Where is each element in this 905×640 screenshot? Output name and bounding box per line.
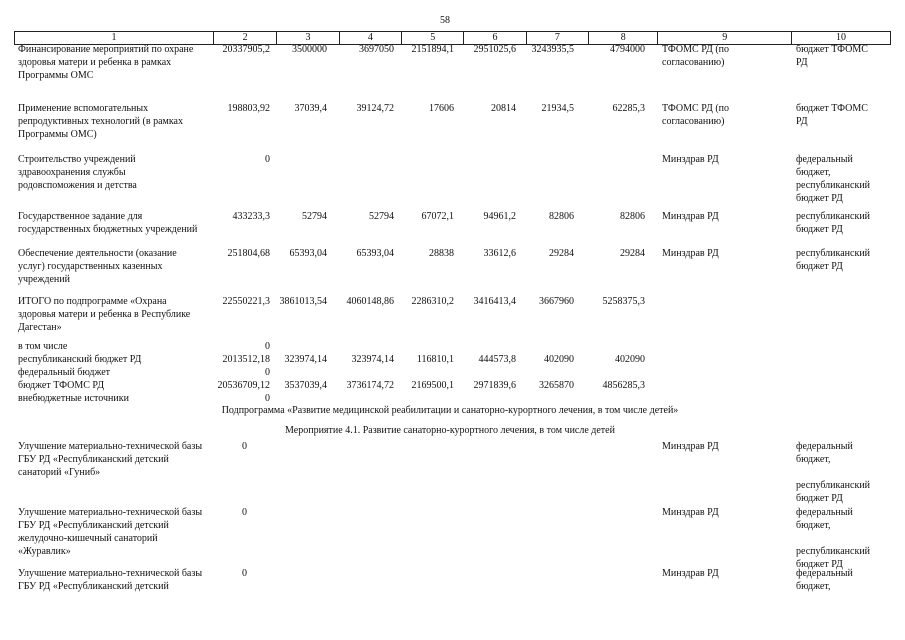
col-header-8: 8 — [589, 32, 658, 44]
row-value-col-7: 21934,5 — [541, 103, 574, 114]
row-value-col-3: 3861013,54 — [279, 296, 327, 307]
row-name: ИТОГО по подпрограмме «Охрана здоровья матери и ребенка в Республике Дагестан» — [18, 296, 191, 333]
col-header-10: 10 — [836, 32, 846, 43]
row-value-col-6: 3416413,4 — [473, 296, 516, 307]
row-value-col-4: 3697050 — [359, 44, 394, 55]
row-funding-source: федеральный бюджет, республиканский бюджет РД — [796, 441, 871, 504]
row-value-col-4: 65393,04 — [356, 248, 394, 259]
row-value-col-3: 52794 — [302, 211, 327, 222]
row-value-col-5: 28838 — [429, 248, 454, 259]
row-funding-source: бюджет ТФОМС РД — [796, 44, 868, 68]
row-executor: Минздрав РД — [662, 248, 719, 259]
row-executor: Минздрав РД — [662, 568, 719, 579]
breakdown-col-8: 402090 4856285,3 — [602, 354, 645, 391]
row-name: Государственное задание для государственных бюджетных учреждений — [18, 211, 198, 235]
row-value-col-7: 29284 — [549, 248, 574, 259]
row-executor: ТФОМС РД (по согласованию) — [662, 103, 730, 127]
row-value-col-8: 62285,3 — [612, 103, 645, 114]
row-value-col-8: 29284 — [620, 248, 645, 259]
row-value-col-2: 0 — [242, 568, 247, 579]
row-value-col-5: 2151894,1 — [411, 44, 454, 55]
breakdown-col-3: 323974,14 3537039,4 — [284, 354, 327, 391]
row-value-col-4: 39124,72 — [356, 103, 394, 114]
breakdown-col-2: 0 2013512,18 0 20536709,12 0 — [217, 341, 270, 404]
row-value-col-6: 33612,6 — [483, 248, 516, 259]
col-header-2: 2 — [214, 32, 277, 44]
row-value-col-4: 4060148,86 — [346, 296, 394, 307]
row-value-col-5: 17606 — [429, 103, 454, 114]
row-funding-source: республиканский бюджет РД — [796, 211, 871, 235]
breakdown-labels: в том числе республиканский бюджет РД федеральный бюджет бюджет ТФОМС РД внебюджетные источники — [18, 341, 142, 404]
row-value-col-5: 67072,1 — [421, 211, 454, 222]
page-number: 58 — [440, 15, 450, 26]
col-header-6: 6 — [464, 32, 526, 44]
row-value-col-6: 2951025,6 — [473, 44, 516, 55]
row-value-col-5: 2286310,2 — [411, 296, 454, 307]
row-value-col-8: 4794000 — [610, 44, 645, 55]
row-value-col-6: 94961,2 — [483, 211, 516, 222]
row-name: Улучшение материально-технической базы ГБУ РД «Республиканский детский желудочно-кишечный санаторий «Журавлик» — [18, 507, 203, 557]
row-executor: Минздрав РД — [662, 154, 719, 165]
row-value-col-2: 0 — [242, 441, 247, 452]
row-name: Финансирование мероприятий по охране здоровья матери и ребенка в рамках Программы ОМС — [18, 44, 194, 81]
row-value-col-2: 251804,68 — [227, 248, 270, 259]
measure-title: Мероприятие 4.1. Развитие санаторно-курортного лечения, в том числе детей — [285, 425, 615, 436]
row-value-col-2: 20337905,2 — [222, 44, 270, 55]
breakdown-col-5: 116810,1 2169500,1 — [411, 354, 454, 391]
row-value-col-3: 37039,4 — [294, 103, 327, 114]
row-value-col-4: 52794 — [369, 211, 394, 222]
col-header-5: 5 — [402, 32, 464, 44]
subprogram-title: Подпрограмма «Развитие медицинской реабилитации и санаторно-курортного лечения, в том числе детей» — [221, 405, 679, 416]
row-funding-source: бюджет ТФОМС РД — [796, 103, 868, 127]
row-funding-source: республиканский бюджет РД — [796, 248, 871, 272]
row-value-col-8: 5258375,3 — [602, 296, 645, 307]
col-header-9: 9 — [658, 32, 792, 44]
col-header-1: 1 — [15, 32, 214, 44]
row-value-col-7: 3667960 — [539, 296, 574, 307]
row-name: Обеспечение деятельности (оказание услуг) государственных казенных учреждений — [18, 248, 177, 285]
row-funding-source: федеральный бюджет, — [796, 568, 853, 592]
row-executor: Минздрав РД — [662, 211, 719, 222]
row-funding-source: федеральный бюджет, республиканский бюджет РД — [796, 507, 871, 570]
row-funding-source: федеральный бюджет, республиканский бюджет РД — [796, 154, 871, 204]
breakdown-col-6: 444573,8 2971839,6 — [473, 354, 516, 391]
row-value-col-2: 198803,92 — [227, 103, 270, 114]
breakdown-col-7: 402090 3265870 — [539, 354, 574, 391]
breakdown-col-4: 323974,14 3736174,72 — [346, 354, 394, 391]
row-value-col-8: 82806 — [620, 211, 645, 222]
row-name: Применение вспомогательных репродуктивных технологий (в рамках Программы ОМС) — [18, 103, 183, 140]
row-value-col-3: 3500000 — [292, 44, 327, 55]
row-value-col-2: 0 — [265, 154, 270, 165]
row-value-col-2: 433233,3 — [232, 211, 270, 222]
row-executor: Минздрав РД — [662, 507, 719, 518]
row-value-col-3: 65393,04 — [289, 248, 327, 259]
row-value-col-6: 20814 — [491, 103, 516, 114]
row-value-col-2: 0 — [242, 507, 247, 518]
row-executor: Минздрав РД — [662, 441, 719, 452]
col-header-7: 7 — [527, 32, 589, 44]
row-value-col-7: 82806 — [549, 211, 574, 222]
row-name: Строительство учреждений здравоохранения службы родовспоможения и детства — [18, 154, 137, 191]
col-header-4: 4 — [340, 32, 402, 44]
row-value-col-7: 3243935,5 — [531, 44, 574, 55]
row-name: Улучшение материально-технической базы ГБУ РД «Республиканский детский — [18, 568, 203, 592]
col-header-3: 3 — [277, 32, 339, 44]
row-name: Улучшение материально-технической базы ГБУ РД «Республиканский детский санаторий «Гуниб» — [18, 441, 203, 478]
row-value-col-2: 22550221,3 — [222, 296, 270, 307]
row-executor: ТФОМС РД (по согласованию) — [662, 44, 730, 68]
